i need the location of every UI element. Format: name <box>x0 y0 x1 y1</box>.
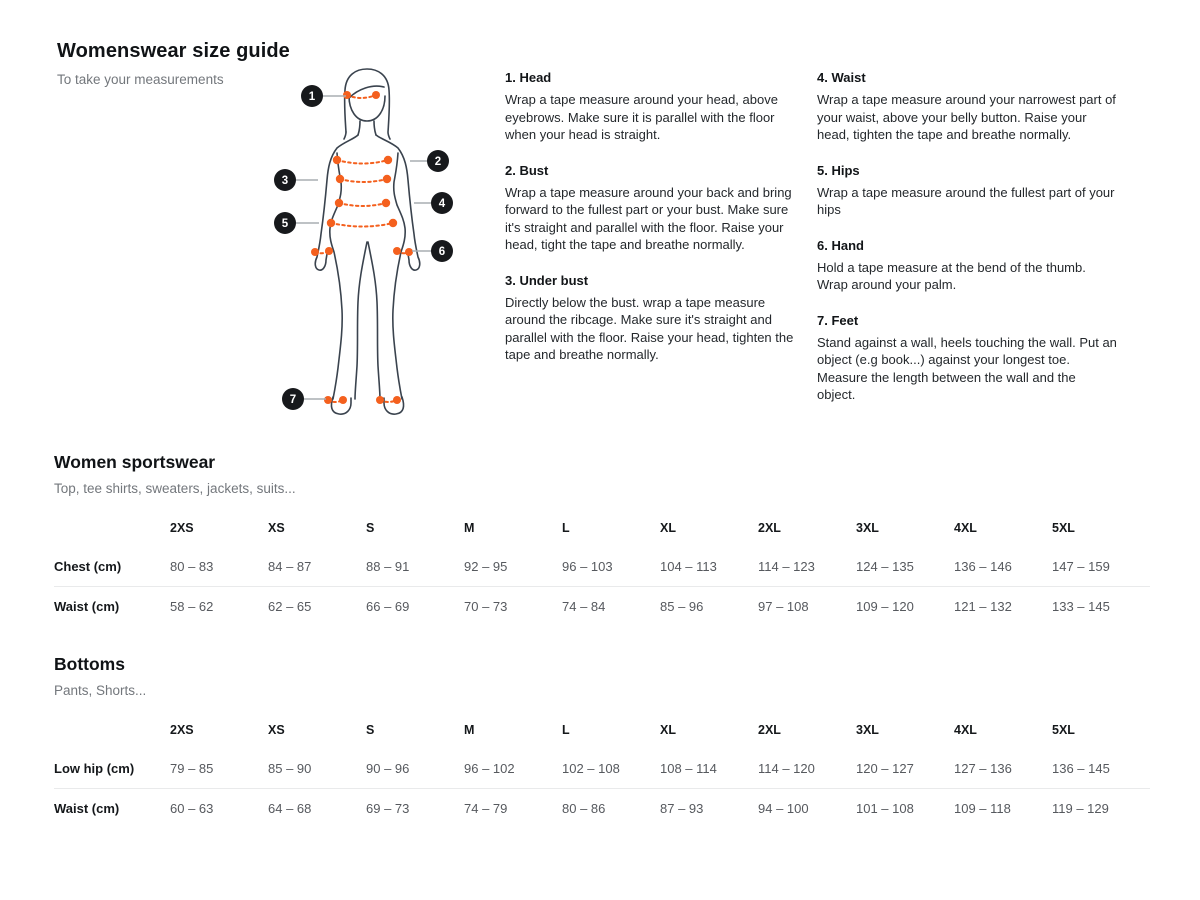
instruction-title: 1. Head <box>505 70 552 85</box>
measurement-value: 74 – 84 <box>562 599 606 614</box>
waist-measure-line <box>339 203 386 206</box>
instruction-title: 2. Bust <box>505 162 549 178</box>
table-row <box>54 748 1150 788</box>
body-measurement-diagram <box>270 58 470 438</box>
svg-text:6: 6 <box>438 246 446 258</box>
measurement-value: 121 – 132 <box>954 599 1012 614</box>
page-title: Womenswear size guide <box>57 40 290 62</box>
size-column-header: 3XL <box>856 521 879 535</box>
measurement-value: 102 – 108 <box>562 760 620 776</box>
instruction-block <box>505 70 801 144</box>
measurement-value: 96 – 102 <box>464 760 515 776</box>
measurement-value: 108 – 114 <box>660 760 717 776</box>
measurement-value: 101 – 108 <box>856 801 914 816</box>
measurement-markers <box>274 85 453 410</box>
measurement-value: 97 – 108 <box>758 599 809 614</box>
measurement-value: 69 – 73 <box>366 801 410 816</box>
size-table-bottoms <box>54 712 1150 828</box>
svg-text:2: 2 <box>434 156 442 168</box>
measurement-value: 85 – 96 <box>660 599 704 614</box>
measurement-value: 120 – 127 <box>856 760 914 776</box>
size-column-header: XL <box>660 521 676 535</box>
measurement-value: 136 – 145 <box>1052 760 1110 776</box>
instruction-body: Stand against a wall, heels touching the wall. Put an object (e.g book...) against your longest toe. Measure the length between the wall and the object. <box>817 334 1117 402</box>
size-column-header: XL <box>660 723 676 737</box>
svg-text:3: 3 <box>281 175 289 187</box>
size-column-header: M <box>464 521 475 535</box>
body-figure-illustration <box>270 58 470 438</box>
size-column-header: L <box>562 723 570 737</box>
size-column-header: S <box>366 723 375 737</box>
measurement-value: 80 – 86 <box>562 801 606 816</box>
svg-text:7: 7 <box>289 394 297 406</box>
measurement-value: 104 – 113 <box>660 558 717 574</box>
size-column-header: 4XL <box>954 521 977 535</box>
measurement-value: 66 – 69 <box>366 599 410 614</box>
size-table-sportswear <box>54 510 1150 626</box>
size-header-row <box>54 712 1150 748</box>
measurement-value: 119 – 129 <box>1052 801 1109 816</box>
measurement-value: 62 – 65 <box>268 599 312 614</box>
instruction-block <box>505 163 801 254</box>
measurement-value: 58 – 62 <box>170 599 214 614</box>
instruction-title: 6. Hand <box>817 237 864 253</box>
size-column-header: 2XS <box>170 723 194 737</box>
size-column-header: XS <box>268 521 285 535</box>
measurement-value: 60 – 63 <box>170 801 214 816</box>
measurement-value: 64 – 68 <box>268 801 312 816</box>
size-column-header: 5XL <box>1052 723 1075 737</box>
instruction-block <box>817 238 1117 294</box>
section-subheading: Top, tee shirts, sweaters, jackets, suits... <box>54 481 296 496</box>
table-row <box>54 546 1150 586</box>
marker-4-waist <box>431 192 453 214</box>
measurement-value: 70 – 73 <box>464 599 508 614</box>
table-row <box>54 586 1150 626</box>
size-column-header: XS <box>268 723 285 737</box>
measurement-row-label: Waist (cm) <box>54 801 120 816</box>
measurement-value: 90 – 96 <box>366 760 410 776</box>
underbust-measure-line <box>340 179 387 182</box>
instruction-block <box>817 163 1117 219</box>
instructions-column-1 <box>505 70 801 383</box>
marker-5-hips <box>274 212 296 234</box>
size-column-header: 2XS <box>170 521 194 535</box>
marker-connectors <box>296 96 431 399</box>
instruction-block <box>505 273 801 364</box>
page-header <box>57 40 290 87</box>
woman-silhouette <box>315 69 419 414</box>
measurement-value: 109 – 118 <box>954 801 1011 816</box>
size-column-header: L <box>562 521 570 535</box>
section-bottoms <box>0 626 1200 828</box>
measurement-value: 74 – 79 <box>464 801 508 816</box>
measurement-value: 94 – 100 <box>758 801 809 816</box>
marker-7-feet <box>282 388 304 410</box>
size-column-header: S <box>366 521 375 535</box>
marker-2-bust <box>427 150 449 172</box>
measurement-value: 92 – 95 <box>464 558 508 574</box>
measurement-value: 109 – 120 <box>856 599 914 614</box>
instruction-title: 7. Feet <box>817 312 859 328</box>
measurement-value: 80 – 83 <box>170 558 214 574</box>
svg-text:4: 4 <box>438 198 446 210</box>
instruction-body: Wrap a tape measure around your head, above eyebrows. Make sure it is parallel with the floor when your head is straight. <box>505 92 778 142</box>
size-column-header: M <box>464 723 475 737</box>
size-column-header: 2XL <box>758 723 781 737</box>
hips-measure-line <box>331 223 393 227</box>
measurement-value: 96 – 103 <box>562 558 613 574</box>
svg-text:1: 1 <box>308 91 316 103</box>
size-guide-header-area <box>0 0 1200 424</box>
measurement-value: 136 – 146 <box>954 558 1012 574</box>
section-heading: Women sportswear <box>54 452 216 472</box>
instruction-body: Wrap a tape measure around the fullest part of your hips <box>817 184 1115 217</box>
svg-text:5: 5 <box>281 218 289 230</box>
size-header-row <box>54 510 1150 546</box>
marker-3-under-bust <box>274 169 296 191</box>
measurement-value: 84 – 87 <box>268 558 312 574</box>
page-subtitle: To take your measurements <box>57 72 224 87</box>
section-heading: Bottoms <box>54 654 125 674</box>
instruction-body: Directly below the bust. wrap a tape measure around the ribcage. Make sure it's straight and parallel with the floor. Raise your head, tighten the tape and breathe normally. <box>505 294 794 362</box>
measurement-row-label: Waist (cm) <box>54 599 120 614</box>
measurement-value: 133 – 145 <box>1052 599 1110 614</box>
size-column-header: 3XL <box>856 723 879 737</box>
measurement-value: 124 – 135 <box>856 558 914 574</box>
measurement-row-label: Low hip (cm) <box>54 760 135 776</box>
size-column-header: 5XL <box>1052 521 1075 535</box>
measurement-value: 147 – 159 <box>1052 558 1110 574</box>
measurement-value: 127 – 136 <box>954 760 1012 776</box>
measurement-row-label: Chest (cm) <box>54 558 122 574</box>
instructions-column-2 <box>817 70 1117 423</box>
marker-6-hand <box>431 240 453 262</box>
instruction-block <box>817 313 1117 404</box>
measurement-value: 87 – 93 <box>660 801 704 816</box>
measurement-value: 114 – 123 <box>758 558 815 574</box>
instruction-title: 4. Waist <box>817 70 866 85</box>
instruction-title: 3. Under bust <box>505 272 589 288</box>
measurement-dots <box>308 91 413 404</box>
bust-measure-line <box>337 160 388 164</box>
section-subheading: Pants, Shorts... <box>54 683 147 698</box>
instruction-title: 5. Hips <box>817 162 860 178</box>
section-women-sportswear <box>0 424 1200 626</box>
size-column-header: 4XL <box>954 723 977 737</box>
marker-1-head <box>301 85 323 107</box>
instruction-body: Hold a tape measure at the bend of the thumb. Wrap around your palm. <box>817 259 1086 292</box>
measurement-value: 88 – 91 <box>366 558 410 574</box>
measurement-value: 114 – 120 <box>758 760 815 776</box>
instruction-body: Wrap a tape measure around your back and bring forward to the fullest part or your bust. Make sure it's straight and parallel with the floor. Raise your head, tight the tape and breathe normally. <box>505 184 792 252</box>
measurement-value: 85 – 90 <box>268 760 312 776</box>
measurement-value: 79 – 85 <box>170 760 214 776</box>
table-row <box>54 788 1150 828</box>
instruction-body: Wrap a tape measure around your narrowest part of your waist, above your belly button. Raise your head, tighten the tape and breathe normally. <box>817 92 1116 142</box>
size-column-header: 2XL <box>758 521 781 535</box>
instruction-block <box>817 70 1117 144</box>
